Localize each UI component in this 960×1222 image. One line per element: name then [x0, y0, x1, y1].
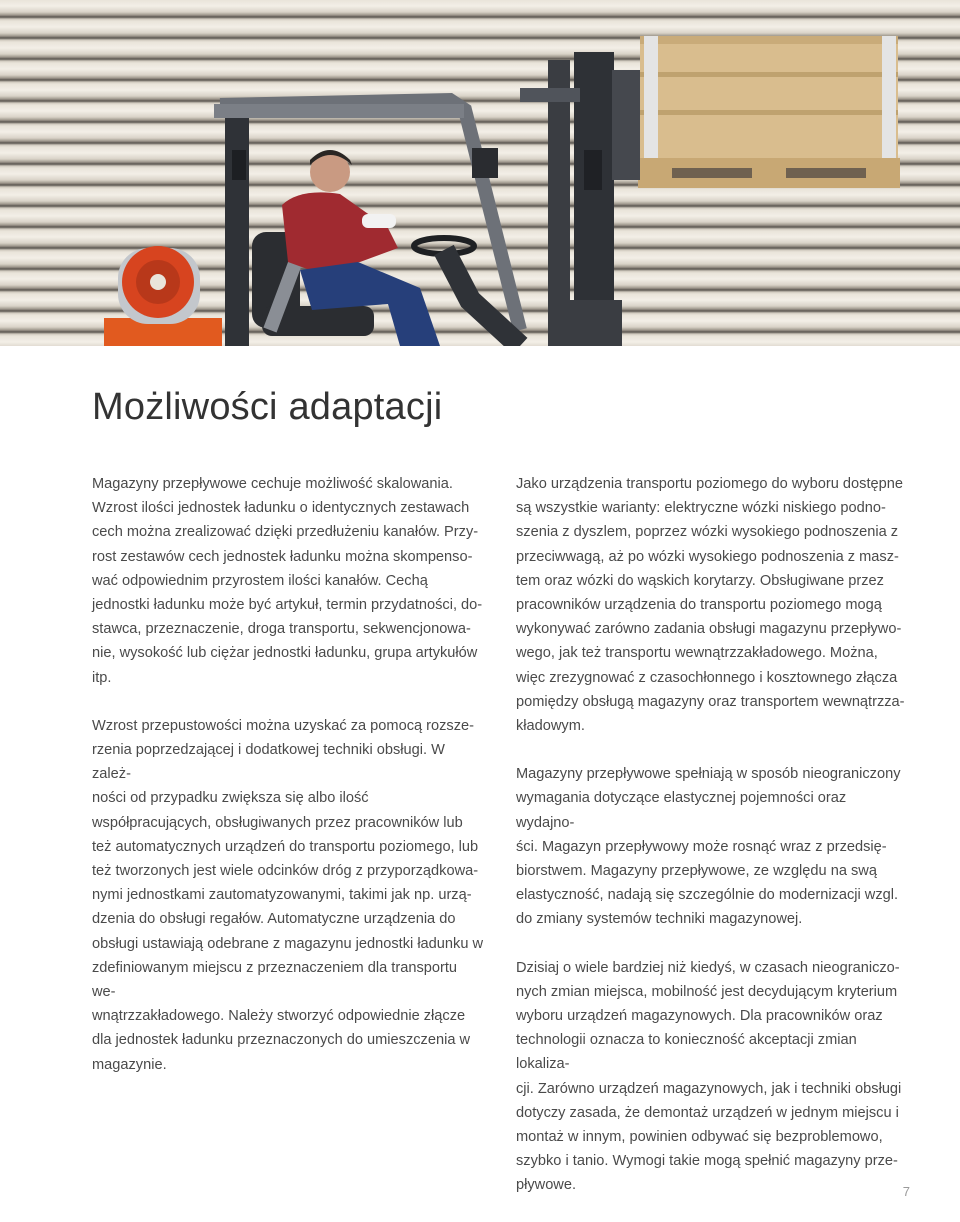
paragraph: Wzrost przepustowości można uzyskać za pomocą rozsze- rzenia poprzedzającej i dodatkowej techniki obsługi. W zależ- ności od przypadku zwiększa się albo ilość współpracujących, obsługiwanych przez pracowników lub też automatycznych urządzeń do transportu poziomego, lub też tworzonych jest wiele odcinków dróg z przyporządkowa- nymi jednostkami zautomatyzowanymi, takimi jak np. urzą- dzenia do obsługi regałów. Automatyczne urządzenia do obsługi ustawiają odebrane z magazynu jednostki ładunku w zdefiniowanym miejscu z przeznaczeniem dla transportu we- wnątrzzakładowego. Należy stworzyć odpowiednie złącze dla jednostek ładunku przeznaczonych do umieszczenia w magazynie.: [92, 717, 484, 1073]
forklift-mast: [520, 52, 640, 346]
paragraph: Jako urządzenia transportu poziomego do wyboru dostępne są wszystkie warianty: elektryczne wózki niskiego podno- szenia z dyszlem, poprzez wózki wysokiego podnoszenia z przeciwwagą, aż po wózki wysokiego podnoszenia z masz- tem oraz wózki do wąskich korytarzy. Obsługiwane przez pracowników urządzenia do transportu poziomego mogą wykonywać zarówno zadania obsługi magazynu przepływo- wego, jak też transportu wewnątrzzakładowego. Można, więc zrezygnować z czasochłonnego i kosztownego złącza pomiędzy obsługą magazyny oraz transportem wewnątrzza- kładowym.: [516, 476, 905, 735]
right-text-column: [516, 472, 908, 1222]
page-number: 7: [902, 1184, 910, 1199]
paragraph: Magazyny przepływowe spełniają w sposób nieograniczony wymagania dotyczące elastycznej pojemności oraz wydajno- ści. Magazyn przepływowy może rosnąć wraz z przedsię- biorstwem. Magazyny przepływowe, ze względu na swą elastyczność, nadają się szczególnie do modernizacji wzgl. do zmiany systemów techniki magazynowej.: [516, 766, 901, 928]
paragraph: Dzisiaj o wiele bardziej niż kiedyś, w czasach nieograniczo- nych zmian miejsca, mobilność jest decydującym kryterium wyboru urządzeń magazynowych. Dla pracowników oraz technologii oznacza to konieczność akceptacji zmian lokaliza- cji. Zarówno urządzeń magazynowych, jak i techniki obsługi dotyczy zasada, że demontaż urządzeń w jednym miejscu i montaż w innym, powinien odbywać się bezproblemowo, szybko i tanio. Wymogi takie mogą spełnić magazyny prze- pływowe.: [516, 959, 902, 1194]
wooden-crate: [638, 36, 900, 188]
gas-tank: [104, 246, 222, 346]
forklift-illustration: [0, 0, 960, 346]
paragraph: Magazyny przepływowe cechuje możliwość skalowania. Wzrost ilości jednostek ładunku o identycznych zestawach cech można zrealizować dzięki przedłużeniu kanałów. Przy- rost zestawów cech jednostek ładunku można skompenso- wać odpowiednim przyrostem ilości kanałów. Cechą jednostki ładunku może być artykuł, termin przydatności, do- stawca, przeznaczenie, droga transportu, sekwencjonowa- nie, wysokość lub ciężar jednostki ładunku, grupa artykułów itp.: [92, 476, 483, 686]
page-title: Możliwości adaptacji: [92, 386, 443, 428]
left-text-column: [92, 472, 484, 1101]
hero-photo: [0, 0, 960, 346]
